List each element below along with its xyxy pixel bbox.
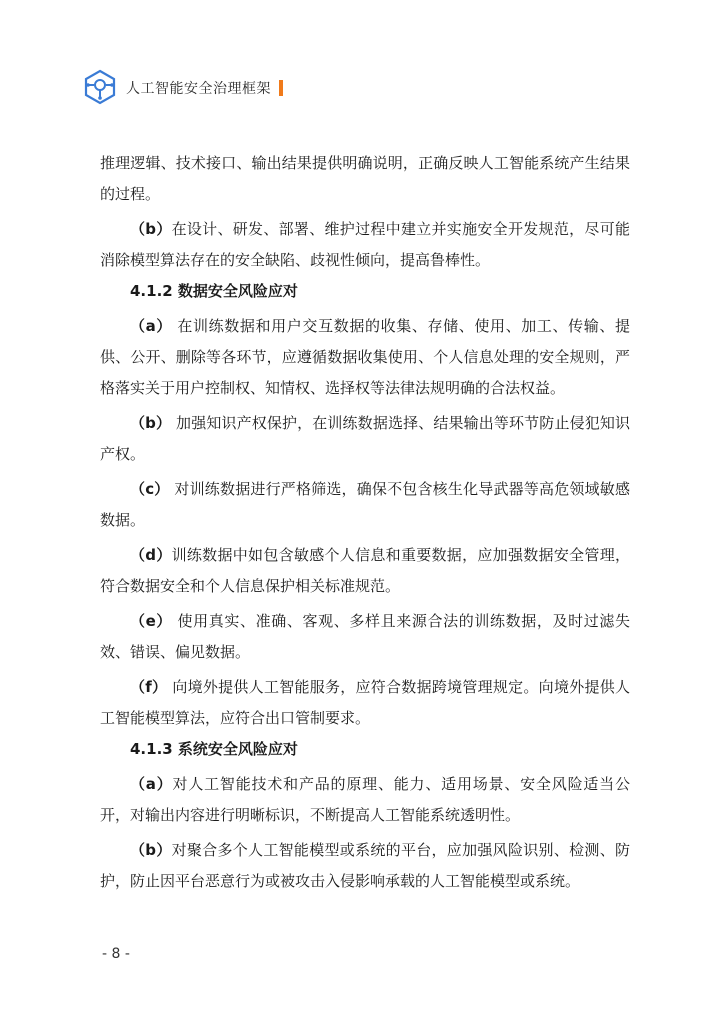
- paragraph-b-platform: [100, 835, 630, 897]
- section-heading-4-1-3: 4.1.3 系统安全风险应对: [130, 740, 298, 758]
- item-text: 加强知识产权保护，在训练数据选择、结果输出等环节防止侵犯知识产权。: [100, 414, 630, 463]
- item-label: （a）: [130, 317, 173, 335]
- item-label: （b）: [130, 220, 172, 238]
- page-number: - 8 -: [102, 946, 130, 962]
- item-text: 训练数据中如包含敏感个人信息和重要数据，应加强数据安全管理，符合数据安全和个人信息保护相关标准规范。: [100, 546, 630, 595]
- paragraph-a-transparency: [100, 769, 630, 831]
- paragraph-continuation: 推理逻辑、技术接口、输出结果提供明确说明，正确反映人工智能系统产生结果的过程。: [100, 154, 630, 203]
- item-label: （c）: [130, 480, 170, 498]
- document-body: [100, 148, 630, 897]
- paragraph-b-dev-norms: [100, 214, 630, 276]
- item-label: （e）: [130, 612, 173, 630]
- paragraph-e-quality: [100, 606, 630, 668]
- paragraph-b-ip: [100, 408, 630, 470]
- paragraph-d-sensitive: [100, 540, 630, 602]
- item-label: （f）: [130, 678, 168, 696]
- item-text: 在设计、研发、部署、维护过程中建立并实施安全开发规范，尽可能消除模型算法存在的安全缺陷、歧视性倾向，提高鲁棒性。: [100, 220, 630, 269]
- item-text: 在训练数据和用户交互数据的收集、存储、使用、加工、传输、提供、公开、删除等各环节，应遵循数据收集使用、个人信息处理的安全规则，严格落实关于用户控制权、知情权、选择权等法律法规明确的合法权益。: [100, 317, 630, 397]
- circuit-bulb-logo-icon: [80, 68, 120, 108]
- item-text: 向境外提供人工智能服务，应符合数据跨境管理规定。向境外提供人工智能模型算法，应符合出口管制要求。: [100, 678, 630, 727]
- item-text: 对训练数据进行严格筛选，确保不包含核生化导武器等高危领域敏感数据。: [100, 480, 630, 529]
- page-header: [80, 68, 283, 108]
- item-label: （b）: [130, 414, 172, 432]
- paragraph-c-screening: [100, 474, 630, 536]
- paragraph-f-cross-border: [100, 672, 630, 734]
- paragraph-a-data-rules: [100, 311, 630, 404]
- item-label: （b）: [130, 841, 172, 859]
- header-title: 人工智能安全治理框架: [126, 81, 271, 97]
- item-label: （a）: [130, 775, 173, 793]
- section-heading-4-1-2: 4.1.2 数据安全风险应对: [130, 282, 298, 300]
- item-text: 对聚合多个人工智能模型或系统的平台，应加强风险识别、检测、防护，防止因平台恶意行为或被攻击入侵影响承载的人工智能模型或系统。: [100, 841, 630, 890]
- header-accent-bar: [279, 80, 283, 96]
- item-text: 对人工智能技术和产品的原理、能力、适用场景、安全风险适当公开，对输出内容进行明晰标识，不断提高人工智能系统透明性。: [100, 775, 630, 824]
- item-label: （d）: [130, 546, 172, 564]
- item-text: 使用真实、准确、客观、多样且来源合法的训练数据，及时过滤失效、错误、偏见数据。: [100, 612, 630, 661]
